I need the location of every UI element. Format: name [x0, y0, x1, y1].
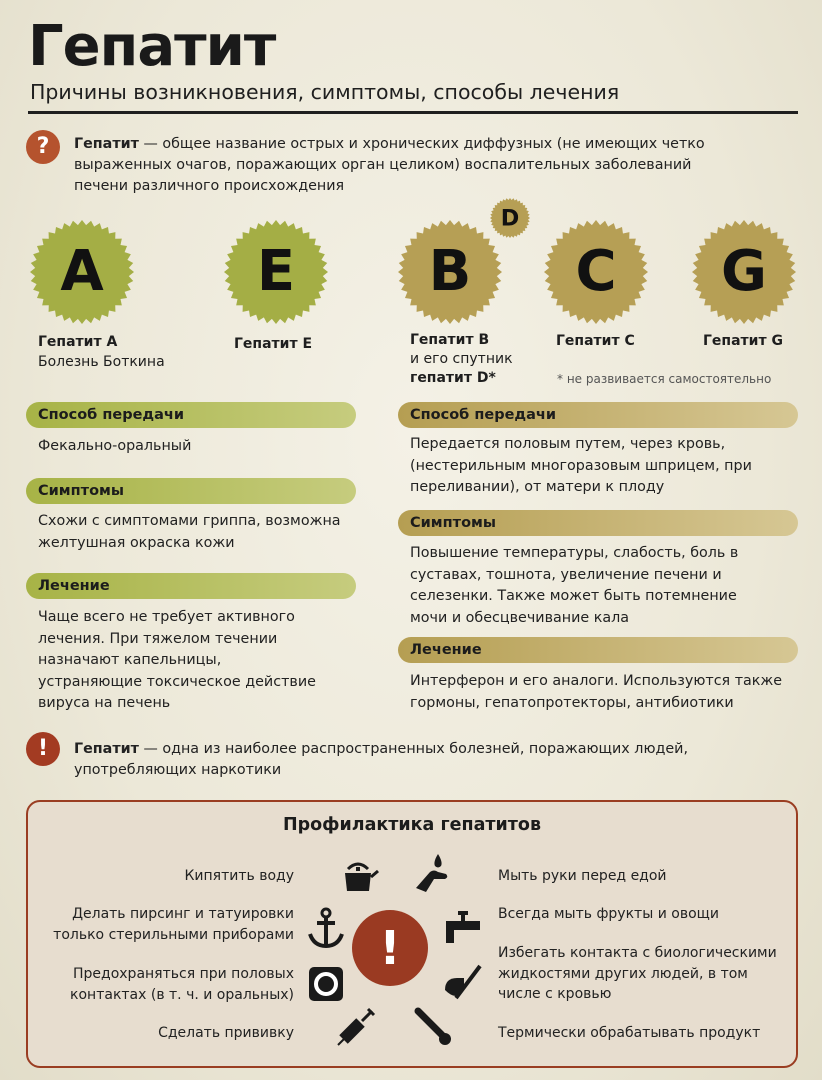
label-hepatitis-a	[38, 332, 165, 372]
intro-text: — общее название острых и хронических диффузных (не имеющих четко выраженных очагов, поражающих орган целиком) воспалительных заболеваний печени различного происхождения	[74, 136, 705, 194]
label-hepatitis-e	[234, 334, 312, 354]
seal-e	[224, 220, 328, 324]
prevention-left-item-4: Сделать прививку	[158, 1025, 294, 1041]
seal-c-letter: C	[575, 239, 617, 304]
kettle-icon	[336, 855, 380, 899]
hepatitis-a-name: Гепатит A	[38, 334, 118, 350]
right-symptoms-bar: Симптомы	[398, 510, 798, 536]
seal-d-shape	[490, 198, 530, 238]
seal-a-letter: A	[60, 239, 104, 304]
intro-paragraph	[74, 134, 734, 197]
left-symptoms-text: Схожи с симптомами гриппа, возможна желтушная окраска кожи	[38, 513, 341, 551]
intro-term: Гепатит	[74, 136, 139, 152]
seal-a	[30, 220, 134, 324]
left-symptoms-bar: Симптомы	[26, 478, 356, 504]
hepatitis-b-sub: и его спутник	[410, 351, 513, 367]
warning-term: Гепатит	[74, 741, 139, 757]
prevention-left-item-3: Предохраняться при половых контактах (в т. ч. и оральных)	[70, 966, 294, 1003]
seal-d-letter: D	[500, 205, 520, 232]
prevention-right-item-3: Избегать контакта с биологическими жидкостями других людей, в том числе с кровью	[498, 945, 777, 1002]
warning-paragraph	[74, 739, 734, 781]
seal-g-letter: G	[721, 239, 767, 304]
left-transmission-bar: Способ передачи	[26, 402, 356, 428]
seal-c-shape	[544, 220, 648, 324]
right-symptoms-text: Повышение температуры, слабость, боль в суставах, тошнота, увеличение печени и селезенки. Также может быть потемнение мочи и обесцвечивание кала	[410, 545, 739, 626]
seal-g	[692, 220, 796, 324]
seal-b-shape	[398, 220, 502, 324]
page-subtitle: Причины возникновения, симптомы, способы лечения	[30, 80, 620, 104]
condom-icon	[304, 962, 348, 1006]
warning-text: — одна из наиболее распространенных болезней, поражающих людей, употребляющих наркотики	[74, 741, 688, 778]
seal-e-letter: E	[256, 239, 296, 304]
exclamation-icon: !	[26, 732, 60, 766]
hepatitis-d-name: гепатит D*	[410, 370, 496, 386]
title-divider	[28, 111, 798, 114]
seal-g-shape	[692, 220, 796, 324]
hepatitis-b-name: Гепатит B	[410, 332, 490, 348]
page-title: Гепатит	[28, 14, 276, 79]
faucet-icon	[440, 905, 484, 949]
seal-d	[490, 198, 530, 238]
label-hepatitis-c	[556, 331, 635, 351]
left-treatment-text: Чаще всего не требует активного лечения. При тяжелом течении назначают капельницы, устраняющие токсическое действие вируса на печень	[38, 609, 316, 711]
footnote: * не развивается самостоятельно	[557, 372, 772, 386]
anchor-icon	[304, 906, 348, 950]
seal-a-shape	[30, 220, 134, 324]
prevention-title: Профилактика гепатитов	[282, 815, 542, 835]
hepatitis-g-name: Гепатит G	[703, 333, 783, 349]
label-hepatitis-b	[410, 331, 513, 388]
question-icon: ?	[26, 130, 60, 164]
syringe-icon	[334, 1005, 378, 1049]
blood-drop-icon	[440, 960, 484, 1004]
seal-b	[398, 220, 502, 324]
prevention-left-item-1: Кипятить воду	[184, 868, 294, 884]
right-treatment-text: Интерферон и его аналоги. Используются также гормоны, гепатопротекторы, антибиотики	[410, 673, 783, 711]
prevention-center-exclamation-icon: !	[352, 910, 428, 986]
hand-wash-icon	[412, 852, 456, 896]
label-hepatitis-g	[703, 331, 783, 351]
prevention-right-item-4: Термически обрабатывать продукт	[498, 1025, 761, 1041]
prevention-left-item-2: Делать пирсинг и татуировки только стерильными приборами	[53, 906, 294, 943]
hepatitis-c-name: Гепатит C	[556, 333, 635, 349]
prevention-right-item-1: Мыть руки перед едой	[498, 868, 667, 884]
prevention-right-item-2: Всегда мыть фрукты и овощи	[498, 906, 719, 922]
seal-c	[544, 220, 648, 324]
right-treatment-bar: Лечение	[398, 637, 798, 663]
right-transmission-bar: Способ передачи	[398, 402, 798, 428]
thermometer-icon	[410, 1005, 454, 1049]
seal-e-shape	[224, 220, 328, 324]
left-transmission-text: Фекально-оральный	[38, 438, 192, 454]
left-treatment-bar: Лечение	[26, 573, 356, 599]
seal-b-letter: B	[428, 239, 472, 304]
right-transmission-text: Передается половым путем, через кровь, (нестерильным многоразовым шприцем, при переливании), от матери к плоду	[410, 436, 752, 495]
hepatitis-e-name: Гепатит E	[234, 336, 313, 352]
hepatitis-a-sub: Болезнь Боткина	[38, 354, 165, 370]
